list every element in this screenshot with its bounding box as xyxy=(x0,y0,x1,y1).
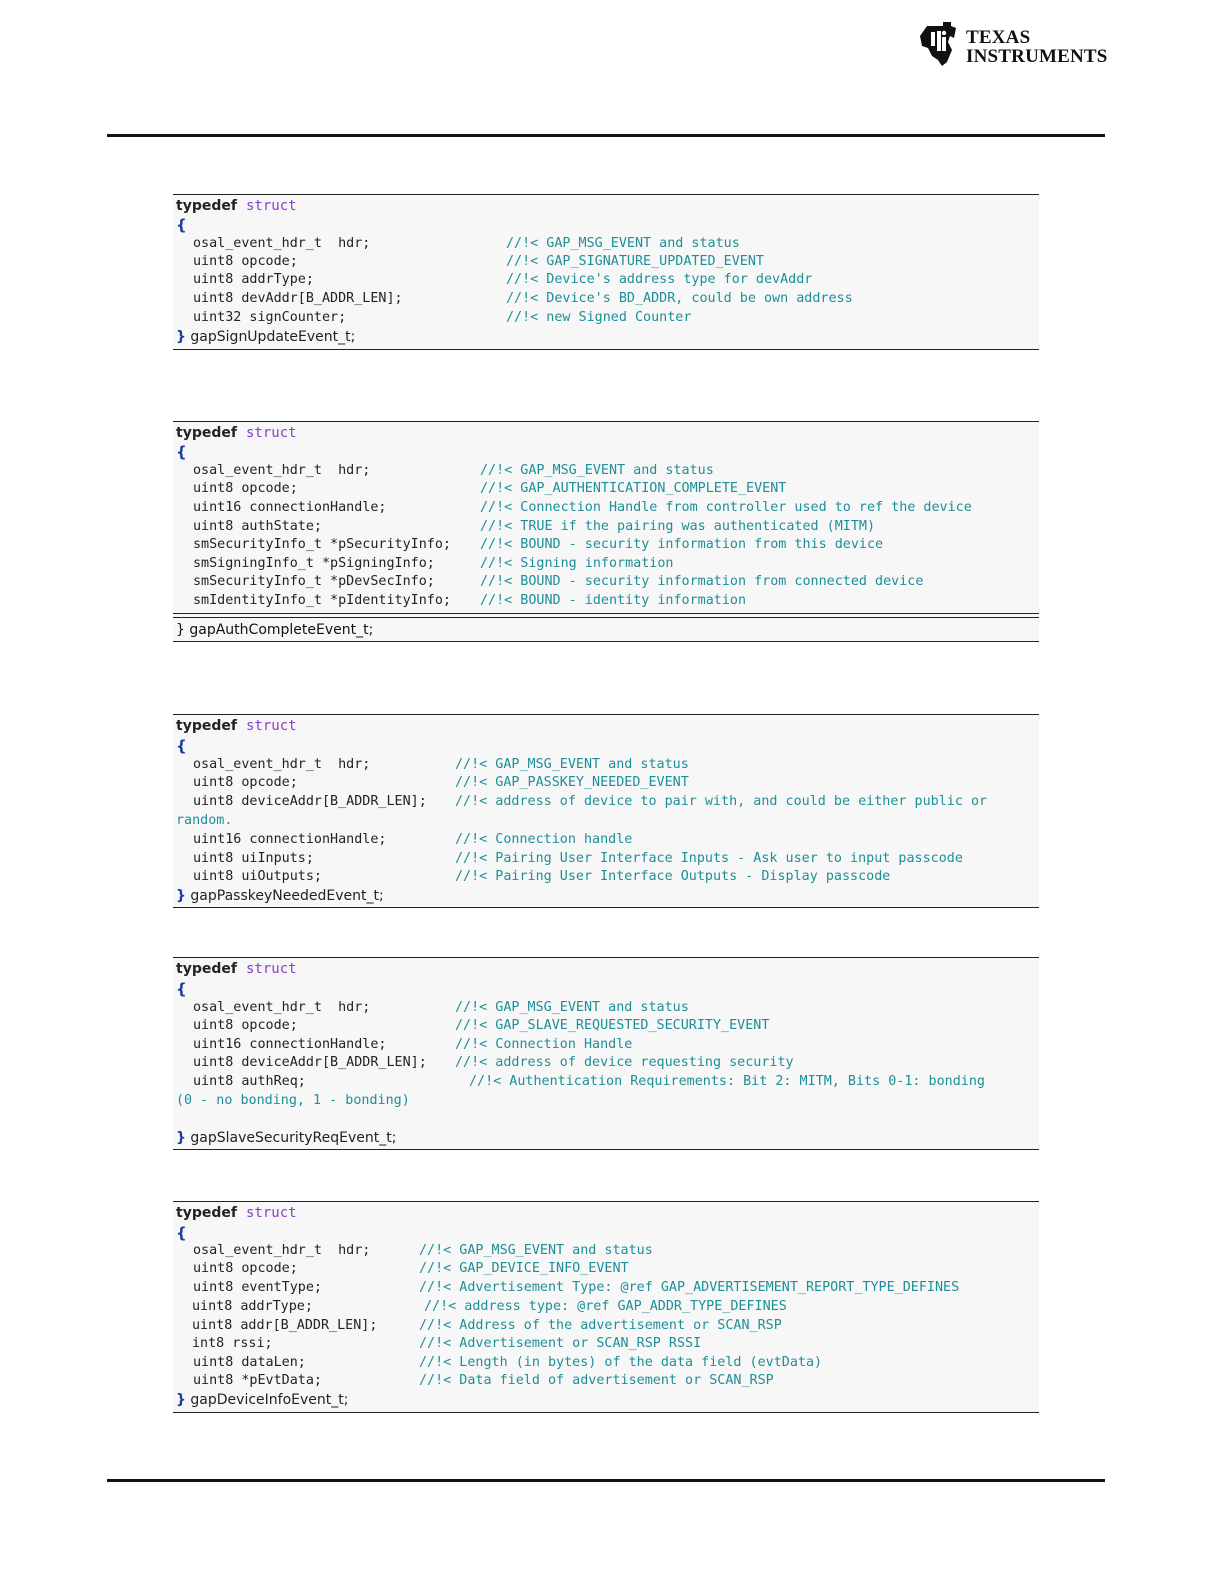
field-code: uint8 opcode; xyxy=(193,775,298,790)
field-comment: //!< Advertisement or SCAN_RSP RSSI xyxy=(419,1336,702,1351)
divider xyxy=(173,613,1039,614)
open-brace: { xyxy=(176,443,187,461)
open-brace: { xyxy=(176,216,187,234)
field-comment: //!< Authentication Requirements: Bit 2: MITM, Bits 0-1: bonding xyxy=(469,1074,985,1089)
code-block-gap-auth-complete xyxy=(173,421,1039,642)
open-brace: { xyxy=(176,1224,187,1242)
field-code: smSigningInfo_t *pSigningInfo; xyxy=(193,556,435,571)
struct-name: gapAuthCompleteEvent_t; xyxy=(189,622,374,638)
divider xyxy=(173,617,1039,618)
field-code: uint8 addr[B_ADDR_LEN]; xyxy=(192,1318,378,1333)
field-code: uint8 opcode; xyxy=(193,254,298,269)
field-comment: //!< Pairing User Interface Outputs - Display passcode xyxy=(455,869,891,884)
field-code: uint8 deviceAddr[B_ADDR_LEN]; xyxy=(193,1055,427,1070)
struct-closer xyxy=(176,1129,396,1147)
field-comment: //!< BOUND - security information from connected device xyxy=(480,574,924,589)
header-rule xyxy=(107,134,1105,137)
footer-rule xyxy=(107,1479,1105,1482)
keyword-struct: struct xyxy=(246,718,297,734)
field-comment: //!< GAP_AUTHENTICATION_COMPLETE_EVENT xyxy=(480,481,787,496)
field-comment: //!< Pairing User Interface Inputs - Ask user to input passcode xyxy=(455,851,963,866)
struct-name: gapDeviceInfoEvent_t; xyxy=(190,1392,349,1408)
field-code: osal_event_hdr_t hdr; xyxy=(193,463,371,478)
ti-logo-icon xyxy=(918,22,962,68)
ti-brand-name xyxy=(966,28,1108,66)
field-comment: //!< Device's BD_ADDR, could be own address xyxy=(506,291,853,306)
field-code: osal_event_hdr_t hdr; xyxy=(193,757,371,772)
keyword-struct: struct xyxy=(246,425,297,441)
field-code: uint8 opcode; xyxy=(193,1018,298,1033)
field-comment: //!< address of device to pair with, and could be either public or xyxy=(455,794,988,809)
brand-line-1: TEXAS xyxy=(966,27,1031,48)
field-comment: //!< GAP_DEVICE_INFO_EVENT xyxy=(419,1261,629,1276)
field-comment: //!< Address of the advertisement or SCAN_RSP xyxy=(419,1318,782,1333)
field-code: smSecurityInfo_t *pDevSecInfo; xyxy=(193,574,435,589)
struct-name: gapSignUpdateEvent_t; xyxy=(190,329,356,345)
open-brace: { xyxy=(176,737,187,755)
field-code: uint8 opcode; xyxy=(193,481,298,496)
field-comment-continuation: random. xyxy=(176,813,233,828)
field-comment: //!< GAP_SLAVE_REQUESTED_SECURITY_EVENT xyxy=(455,1018,770,1033)
close-brace: } xyxy=(176,1130,186,1146)
struct-closer xyxy=(176,328,355,346)
field-code: uint8 authState; xyxy=(193,519,322,534)
field-comment: //!< GAP_MSG_EVENT and status xyxy=(455,1000,689,1015)
field-code: smIdentityInfo_t *pIdentityInfo; xyxy=(193,593,451,608)
field-comment: //!< GAP_SIGNATURE_UPDATED_EVENT xyxy=(506,254,764,269)
keyword-typedef: typedef xyxy=(176,1205,237,1221)
close-brace: } xyxy=(176,622,185,638)
field-code: uint8 addrType; xyxy=(193,272,314,287)
field-comment: //!< TRUE if the pairing was authenticated (MITM) xyxy=(480,519,876,534)
field-code: uint8 *pEvtData; xyxy=(193,1373,322,1388)
field-comment: //!< Connection Handle xyxy=(455,1037,633,1052)
field-code: uint8 addrType; xyxy=(192,1299,313,1314)
struct-closer xyxy=(176,621,373,639)
field-code: osal_event_hdr_t hdr; xyxy=(193,1000,371,1015)
field-comment: //!< GAP_MSG_EVENT and status xyxy=(455,757,689,772)
field-code: osal_event_hdr_t hdr; xyxy=(193,236,371,251)
struct-name: gapPasskeyNeededEvent_t; xyxy=(190,888,384,904)
field-code: uint8 deviceAddr[B_ADDR_LEN]; xyxy=(193,794,427,809)
keyword-typedef: typedef xyxy=(176,198,237,214)
field-code: osal_event_hdr_t hdr; xyxy=(193,1243,371,1258)
field-comment: //!< address of device requesting security xyxy=(455,1055,794,1070)
field-comment: //!< Connection Handle from controller used to ref the device xyxy=(480,500,972,515)
code-block-gap-passkey-needed xyxy=(173,714,1039,908)
field-comment: //!< Length (in bytes) of the data field (evtData) xyxy=(419,1355,823,1370)
keyword-struct: struct xyxy=(246,961,297,977)
keyword-typedef: typedef xyxy=(176,425,237,441)
field-comment: //!< BOUND - security information from this device xyxy=(480,537,884,552)
field-comment: //!< GAP_MSG_EVENT and status xyxy=(506,236,740,251)
field-code: uint8 authReq; xyxy=(193,1074,306,1089)
field-code: uint8 uiOutputs; xyxy=(193,869,322,884)
field-comment: //!< GAP_MSG_EVENT and status xyxy=(419,1243,653,1258)
field-code: uint8 dataLen; xyxy=(193,1355,306,1370)
open-brace: { xyxy=(176,980,187,998)
field-comment: //!< Connection handle xyxy=(455,832,633,847)
field-code: uint8 devAddr[B_ADDR_LEN]; xyxy=(193,291,403,306)
keyword-typedef: typedef xyxy=(176,718,237,734)
close-brace: } xyxy=(176,1392,186,1408)
close-brace: } xyxy=(176,888,186,904)
field-code: uint8 opcode; xyxy=(193,1261,298,1276)
keyword-struct: struct xyxy=(246,198,297,214)
field-code: int8 rssi; xyxy=(192,1336,273,1351)
struct-name: gapSlaveSecurityReqEvent_t; xyxy=(190,1130,397,1146)
field-code: smSecurityInfo_t *pSecurityInfo; xyxy=(193,537,451,552)
keyword-struct: struct xyxy=(246,1205,297,1221)
field-code: uint8 eventType; xyxy=(193,1280,322,1295)
field-code: uint16 connectionHandle; xyxy=(193,1037,387,1052)
field-comment: //!< Advertisement Type: @ref GAP_ADVERTISEMENT_REPORT_TYPE_DEFINES xyxy=(419,1280,960,1295)
field-comment: //!< address type: @ref GAP_ADDR_TYPE_DEFINES xyxy=(424,1299,787,1314)
field-comment-continuation: (0 - no bonding, 1 - bonding) xyxy=(176,1093,410,1108)
field-comment: //!< Data field of advertisement or SCAN_RSP xyxy=(419,1373,774,1388)
brand-line-2: INSTRUMENTS xyxy=(966,46,1108,67)
field-code: uint32 signCounter; xyxy=(193,310,347,325)
ti-logo xyxy=(918,22,1108,74)
code-block-gap-sign-update xyxy=(173,194,1039,350)
field-comment: //!< GAP_MSG_EVENT and status xyxy=(480,463,714,478)
field-comment: //!< new Signed Counter xyxy=(506,310,692,325)
field-code: uint16 connectionHandle; xyxy=(193,832,387,847)
struct-closer xyxy=(176,887,384,905)
field-code: uint16 connectionHandle; xyxy=(193,500,387,515)
field-code: uint8 uiInputs; xyxy=(193,851,314,866)
field-comment: //!< GAP_PASSKEY_NEEDED_EVENT xyxy=(455,775,689,790)
keyword-typedef: typedef xyxy=(176,961,237,977)
code-block-gap-slave-security-req xyxy=(173,957,1039,1150)
field-comment: //!< Device's address type for devAddr xyxy=(506,272,813,287)
field-comment: //!< Signing information xyxy=(480,556,674,571)
struct-closer xyxy=(176,1391,348,1409)
code-block-gap-device-info xyxy=(173,1201,1039,1413)
field-comment: //!< BOUND - identity information xyxy=(480,593,747,608)
close-brace: } xyxy=(176,329,186,345)
